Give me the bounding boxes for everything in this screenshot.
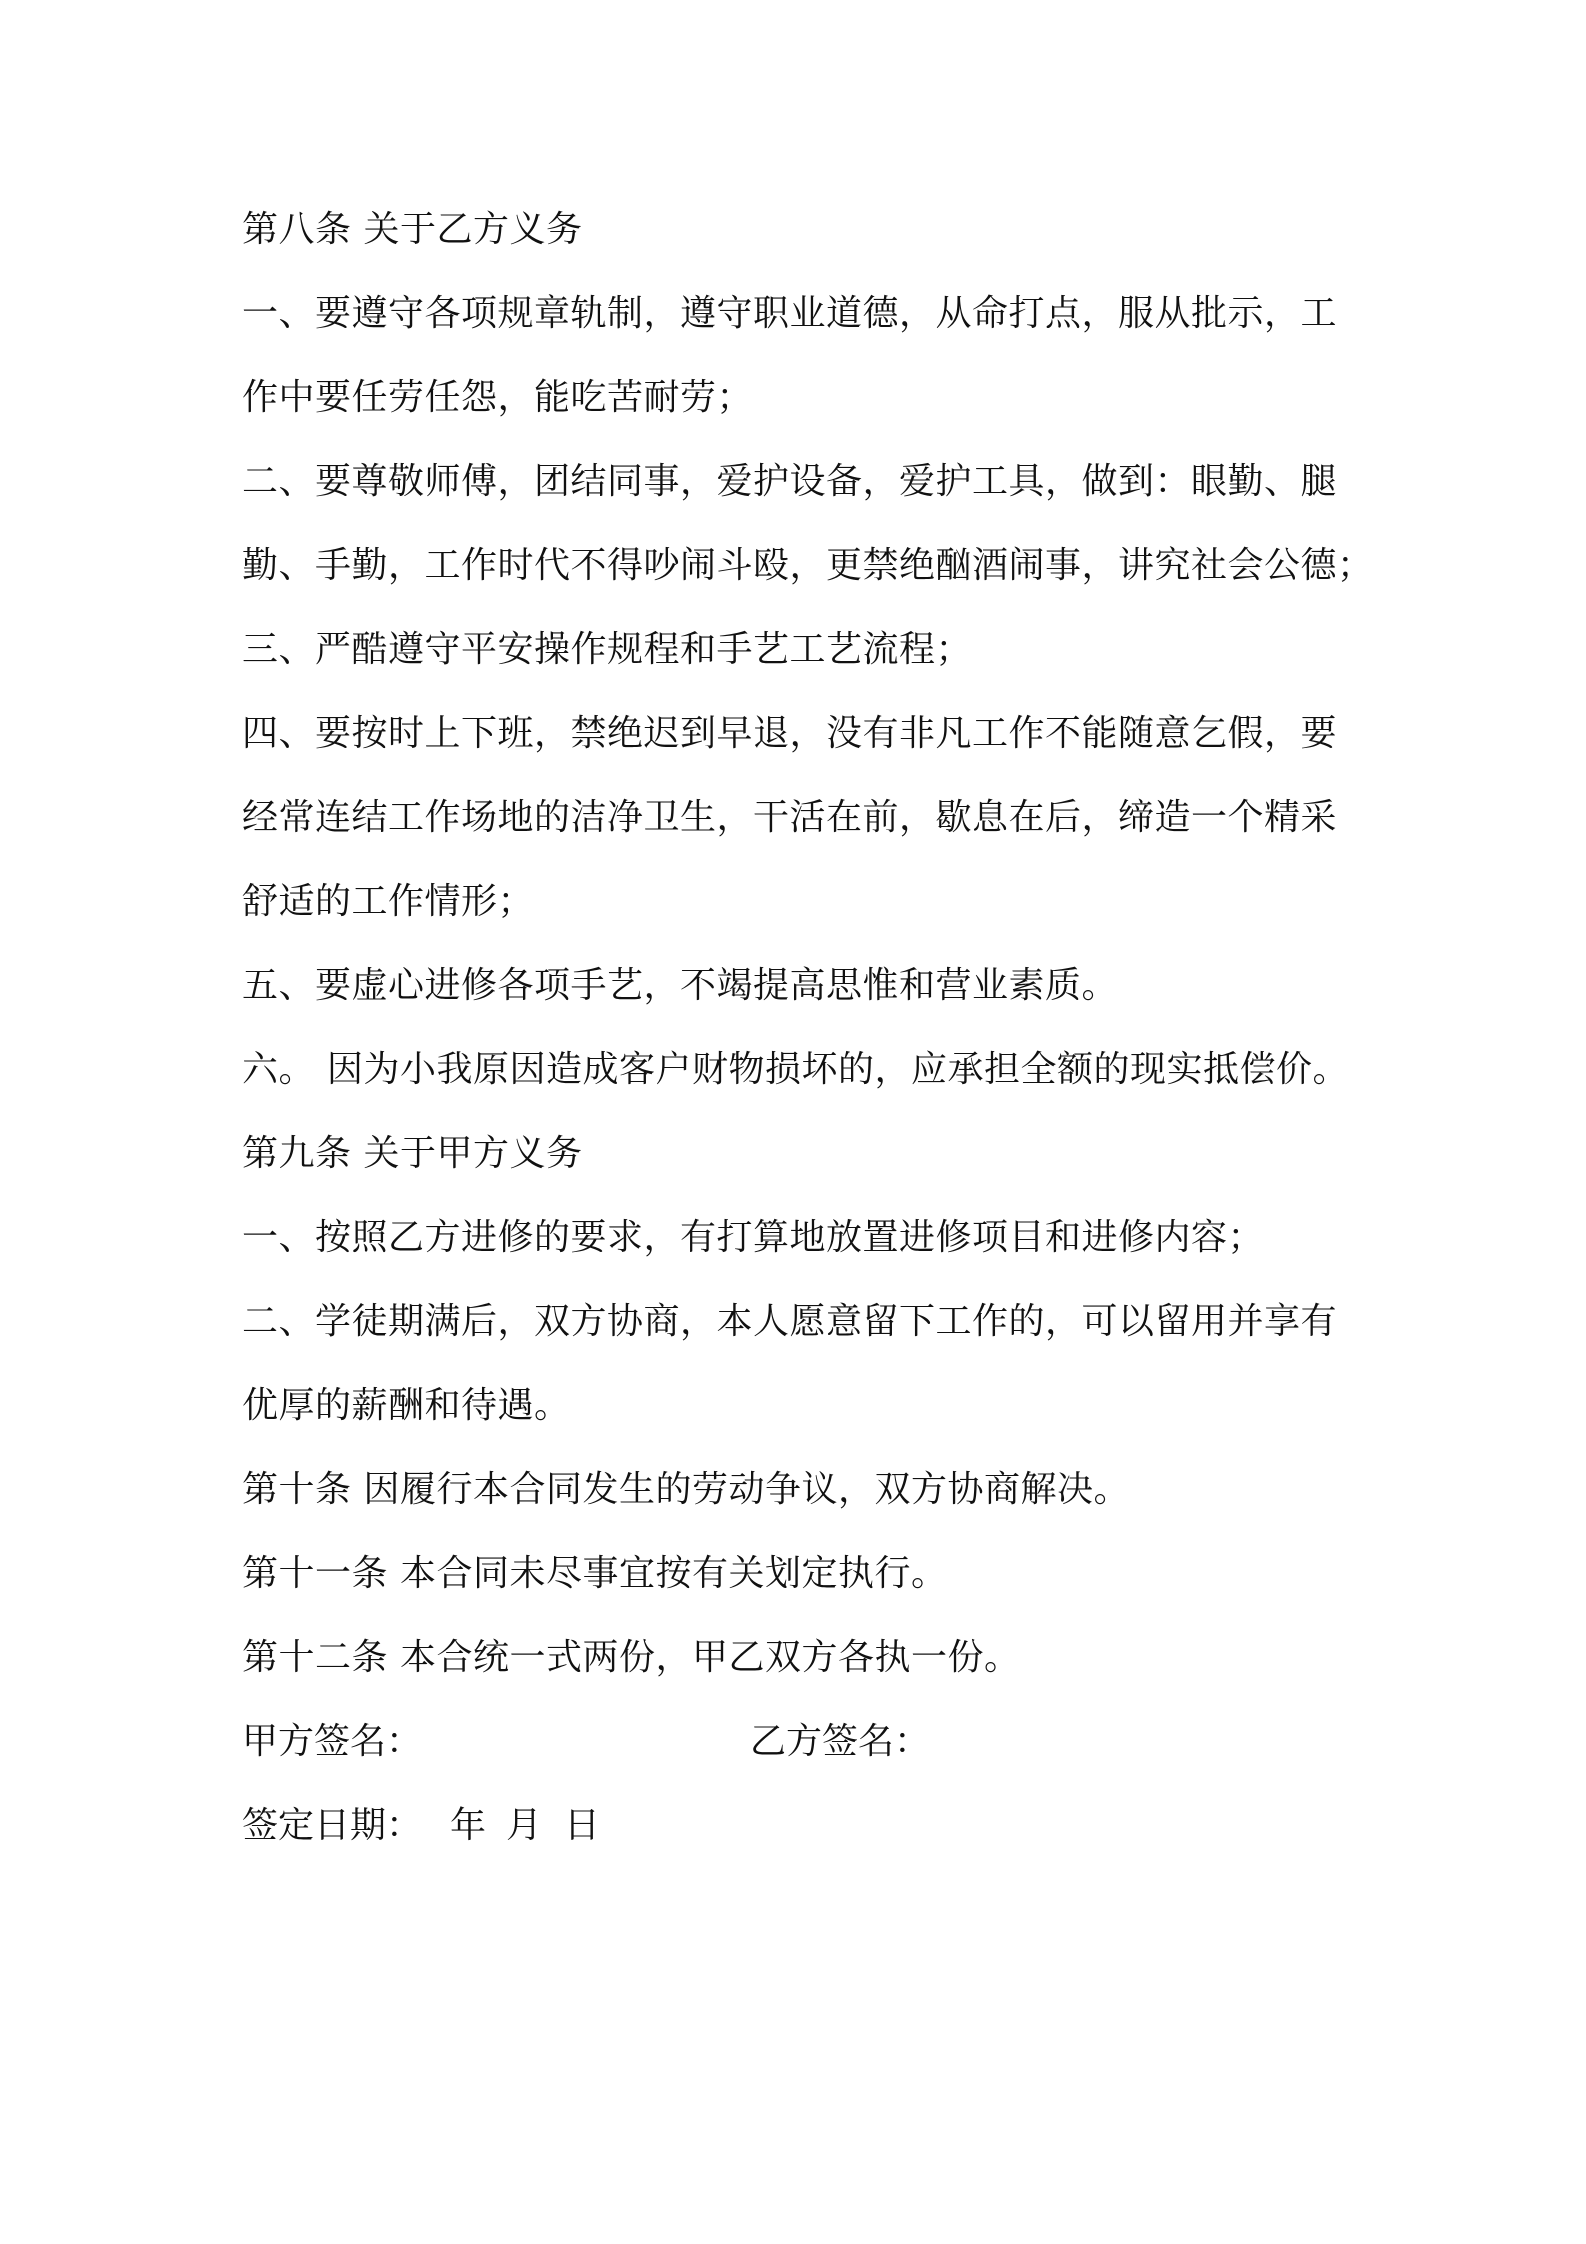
article-8-item-1-line-1: 一、要遵守各项规章轨制，遵守职业道德，从命打点，服从批示，工 <box>242 293 1338 334</box>
article-9-item-1: 一、按照乙方进修的要求，有打算地放置进修项目和进修内容； <box>242 1217 1265 1258</box>
article-8-item-5: 五、要虚心进修各项手艺，不竭提高思惟和营业素质。 <box>242 965 1119 1006</box>
document-body <box>242 188 1382 1868</box>
party-a-signature-label: 甲方签名： <box>242 1721 423 1762</box>
signing-date-label: 签定日期： <box>242 1805 423 1846</box>
article-8-heading: 第八条 关于乙方义务 <box>242 209 583 250</box>
signing-date-row <box>242 1784 1382 1868</box>
article-8-item-3: 三、严酷遵守平安操作规程和手艺工艺流程； <box>242 629 973 670</box>
article-10: 第十条 因履行本合同发生的劳动争议，双方协商解决。 <box>242 1469 1130 1510</box>
article-9-heading: 第九条 关于甲方义务 <box>242 1133 583 1174</box>
article-8-item-1-line-2: 作中要任劳任怨，能吃苦耐劳； <box>242 377 754 418</box>
article-8-item-4-line-3: 舒适的工作情形； <box>242 881 535 922</box>
article-9-item-2-line-2: 优厚的薪酬和待遇。 <box>242 1385 571 1426</box>
signature-row <box>242 1700 1382 1784</box>
date-day-label: 日 <box>564 1805 601 1846</box>
party-b-signature-label: 乙方签名： <box>750 1721 931 1762</box>
article-8-item-2-line-1: 二、要尊敬师傅，团结同事，爱护设备，爱护工具，做到：眼勤、腿 <box>242 461 1338 502</box>
date-year-label: 年 <box>450 1805 487 1846</box>
article-8-item-4-line-2: 经常连结工作场地的洁净卫生，干活在前，歇息在后，缔造一个精采 <box>242 797 1338 838</box>
article-8-item-2-line-2: 勤、手勤，工作时代不得吵闹斗殴，更禁绝酗酒闹事，讲究社会公德； <box>242 545 1374 586</box>
article-8-item-6: 六。 因为小我原因造成客户财物损坏的，应承担全额的现实抵偿价。 <box>242 1049 1349 1090</box>
article-8-item-4-line-1: 四、要按时上下班，禁绝迟到早退，没有非凡工作不能随意乞假，要 <box>242 713 1338 754</box>
article-9-item-2-line-1: 二、学徒期满后，双方协商，本人愿意留下工作的，可以留用并享有 <box>242 1301 1338 1342</box>
article-12: 第十二条 本合统一式两份，甲乙双方各执一份。 <box>242 1637 1021 1678</box>
article-11: 第十一条 本合同未尽事宜按有关划定执行。 <box>242 1553 948 1594</box>
date-month-label: 月 <box>506 1805 543 1846</box>
